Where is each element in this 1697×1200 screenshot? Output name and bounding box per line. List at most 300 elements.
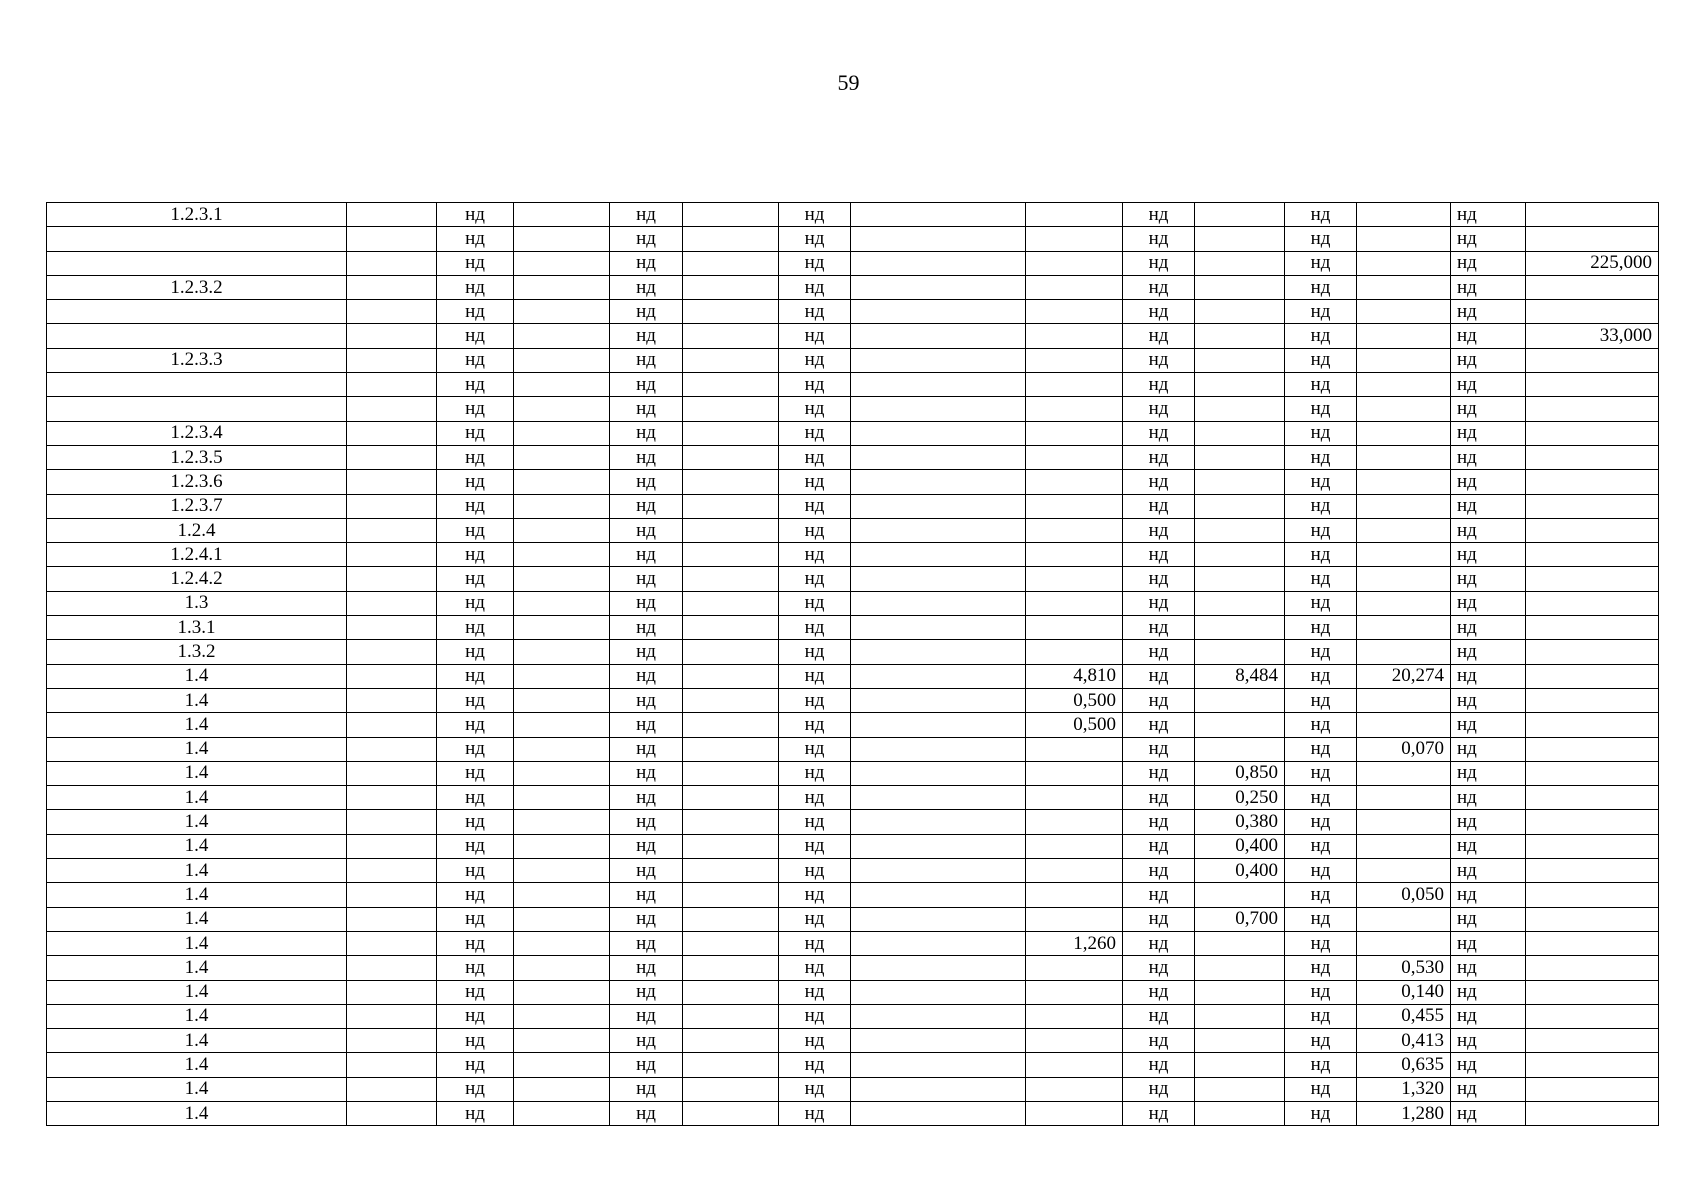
table-cell-c15 [1526, 664, 1659, 688]
table-cell-c15 [1526, 421, 1659, 445]
table-cell-c4 [514, 883, 610, 907]
table-cell-c5: нд [610, 445, 683, 469]
table-cell-c11 [1195, 470, 1285, 494]
table-cell-c4 [514, 445, 610, 469]
table-cell-c14: нд [1451, 761, 1526, 785]
table-cell-c11 [1195, 1053, 1285, 1077]
table-cell-c8 [851, 1004, 1026, 1028]
table-cell-c6 [683, 1029, 779, 1053]
table-cell-c8 [851, 373, 1026, 397]
table-cell-c7: нд [779, 324, 851, 348]
table-cell-c6 [683, 713, 779, 737]
table-row [47, 616, 1659, 640]
table-cell-c11 [1195, 737, 1285, 761]
table-cell-c13 [1357, 786, 1451, 810]
table-cell-c13 [1357, 834, 1451, 858]
table-cell-c5: нд [610, 1053, 683, 1077]
table-cell-c14: нд [1451, 227, 1526, 251]
table-cell-c10: нд [1123, 907, 1195, 931]
table-cell-c14: нд [1451, 1053, 1526, 1077]
table-cell-c12: нд [1285, 1029, 1357, 1053]
table-cell-c13: 20,274 [1357, 664, 1451, 688]
table-cell-c7: нд [779, 737, 851, 761]
table-cell-c7: нд [779, 1004, 851, 1028]
table-cell-c11 [1195, 1101, 1285, 1125]
table-cell-c13 [1357, 421, 1451, 445]
table-cell-code: 1.4 [47, 883, 347, 907]
table-cell-c7: нд [779, 810, 851, 834]
table-cell-c13: 0,050 [1357, 883, 1451, 907]
table-cell-code: 1.4 [47, 859, 347, 883]
table-cell-code: 1.3.1 [47, 616, 347, 640]
table-cell-c7: нд [779, 275, 851, 299]
table-cell-c15 [1526, 1004, 1659, 1028]
table-cell-c11 [1195, 203, 1285, 227]
table-cell-c10: нд [1123, 859, 1195, 883]
table-cell-c8 [851, 859, 1026, 883]
table-cell-c7: нд [779, 713, 851, 737]
table-cell-c5: нд [610, 494, 683, 518]
table-cell-c2 [347, 203, 437, 227]
table-cell-c2 [347, 761, 437, 785]
table-cell-c2 [347, 300, 437, 324]
table-cell-c3: нд [437, 980, 514, 1004]
table-cell-code: 1.4 [47, 1029, 347, 1053]
table-cell-c12: нд [1285, 275, 1357, 299]
table-cell-c6 [683, 348, 779, 372]
table-cell-c2 [347, 688, 437, 712]
table-cell-c5: нд [610, 518, 683, 542]
table-cell-c3: нд [437, 543, 514, 567]
table-cell-c4 [514, 275, 610, 299]
table-cell-c13 [1357, 275, 1451, 299]
table-cell-c2 [347, 397, 437, 421]
table-cell-c3: нд [437, 907, 514, 931]
table-cell-c3: нд [437, 786, 514, 810]
table-cell-c6 [683, 859, 779, 883]
table-cell-c3: нд [437, 445, 514, 469]
table-row [47, 810, 1659, 834]
table-cell-c14: нд [1451, 713, 1526, 737]
table-cell-c4 [514, 786, 610, 810]
table-cell-code [47, 324, 347, 348]
table-cell-c11 [1195, 324, 1285, 348]
table-cell-c3: нд [437, 227, 514, 251]
table-cell-c8 [851, 421, 1026, 445]
table-cell-c10: нд [1123, 786, 1195, 810]
table-cell-c11 [1195, 300, 1285, 324]
table-cell-code: 1.4 [47, 664, 347, 688]
table-cell-c10: нд [1123, 1029, 1195, 1053]
table-cell-c10: нд [1123, 688, 1195, 712]
table-cell-c5: нд [610, 397, 683, 421]
table-cell-c4 [514, 907, 610, 931]
table-cell-c5: нд [610, 883, 683, 907]
table-cell-c12: нд [1285, 300, 1357, 324]
table-cell-c7: нд [779, 1029, 851, 1053]
table-cell-c10: нд [1123, 251, 1195, 275]
table-cell-c12: нд [1285, 737, 1357, 761]
table-cell-c4 [514, 470, 610, 494]
table-cell-c10: нд [1123, 518, 1195, 542]
table-cell-c8 [851, 397, 1026, 421]
table-cell-c14: нд [1451, 470, 1526, 494]
table-row [47, 688, 1659, 712]
table-cell-c12: нд [1285, 543, 1357, 567]
table-cell-c10: нд [1123, 980, 1195, 1004]
table-cell-c11 [1195, 227, 1285, 251]
table-cell-c9 [1026, 907, 1123, 931]
table-cell-c11: 0,700 [1195, 907, 1285, 931]
table-row [47, 786, 1659, 810]
table-row [47, 1077, 1659, 1101]
table-cell-c8 [851, 688, 1026, 712]
table-cell-c3: нд [437, 859, 514, 883]
table-cell-c14: нд [1451, 786, 1526, 810]
table-cell-c10: нд [1123, 737, 1195, 761]
table-cell-code: 1.2.3.7 [47, 494, 347, 518]
table-cell-c2 [347, 470, 437, 494]
table-cell-c4 [514, 713, 610, 737]
table-cell-c15 [1526, 956, 1659, 980]
table-cell-c14: нд [1451, 664, 1526, 688]
table-cell-c8 [851, 810, 1026, 834]
table-cell-c9 [1026, 1053, 1123, 1077]
table-cell-c2 [347, 591, 437, 615]
table-cell-c4 [514, 1101, 610, 1125]
table-cell-c15 [1526, 203, 1659, 227]
table-cell-c15 [1526, 713, 1659, 737]
table-cell-c5: нд [610, 931, 683, 955]
table-cell-c4 [514, 761, 610, 785]
table-cell-c3: нд [437, 1077, 514, 1101]
table-cell-c5: нд [610, 1077, 683, 1101]
table-cell-c2 [347, 834, 437, 858]
table-cell-c12: нд [1285, 761, 1357, 785]
table-cell-c9 [1026, 616, 1123, 640]
table-row [47, 591, 1659, 615]
table-cell-c15 [1526, 227, 1659, 251]
table-cell-c13 [1357, 445, 1451, 469]
table-cell-c7: нд [779, 445, 851, 469]
table-cell-c7: нд [779, 786, 851, 810]
table-cell-c8 [851, 786, 1026, 810]
table-cell-c14: нд [1451, 907, 1526, 931]
table-cell-c13 [1357, 859, 1451, 883]
table-cell-c9: 4,810 [1026, 664, 1123, 688]
table-cell-c5: нд [610, 227, 683, 251]
table-cell-c13 [1357, 348, 1451, 372]
table-cell-c12: нд [1285, 786, 1357, 810]
table-cell-c10: нд [1123, 761, 1195, 785]
table-row [47, 931, 1659, 955]
table-cell-c12: нд [1285, 348, 1357, 372]
table-cell-c5: нд [610, 834, 683, 858]
table-cell-c11 [1195, 1077, 1285, 1101]
table-cell-c6 [683, 1101, 779, 1125]
table-cell-c6 [683, 737, 779, 761]
table-cell-c11 [1195, 883, 1285, 907]
table-cell-c3: нд [437, 397, 514, 421]
table-cell-c14: нд [1451, 883, 1526, 907]
table-row [47, 737, 1659, 761]
table-cell-c11 [1195, 421, 1285, 445]
table-cell-c12: нд [1285, 470, 1357, 494]
table-cell-c12: нд [1285, 445, 1357, 469]
table-cell-c6 [683, 956, 779, 980]
table-cell-c4 [514, 616, 610, 640]
table-row [47, 907, 1659, 931]
table-cell-c2 [347, 1101, 437, 1125]
table-cell-c5: нд [610, 251, 683, 275]
table-cell-c5: нд [610, 640, 683, 664]
table-cell-c8 [851, 203, 1026, 227]
table-cell-c14: нд [1451, 737, 1526, 761]
table-cell-c4 [514, 956, 610, 980]
table-cell-c11 [1195, 348, 1285, 372]
table-cell-c5: нд [610, 761, 683, 785]
table-cell-c7: нд [779, 1101, 851, 1125]
table-cell-c14: нд [1451, 1101, 1526, 1125]
table-cell-c15 [1526, 373, 1659, 397]
table-cell-c13 [1357, 931, 1451, 955]
table-cell-c5: нд [610, 373, 683, 397]
table-cell-c9 [1026, 470, 1123, 494]
table-cell-c8 [851, 591, 1026, 615]
table-cell-c14: нд [1451, 931, 1526, 955]
table-cell-c2 [347, 931, 437, 955]
table-cell-c3: нд [437, 567, 514, 591]
table-cell-c10: нд [1123, 421, 1195, 445]
table-cell-c10: нд [1123, 348, 1195, 372]
table-cell-c2 [347, 616, 437, 640]
table-row [47, 713, 1659, 737]
table-cell-c12: нд [1285, 421, 1357, 445]
table-cell-c2 [347, 883, 437, 907]
table-cell-c9 [1026, 494, 1123, 518]
table-cell-c7: нд [779, 543, 851, 567]
table-cell-c14: нд [1451, 1077, 1526, 1101]
table-cell-c3: нд [437, 275, 514, 299]
table-cell-c5: нд [610, 713, 683, 737]
table-cell-c12: нд [1285, 203, 1357, 227]
table-cell-c3: нд [437, 591, 514, 615]
table-cell-c14: нд [1451, 980, 1526, 1004]
table-cell-c14: нд [1451, 567, 1526, 591]
table-cell-c3: нд [437, 1101, 514, 1125]
table-cell-c2 [347, 907, 437, 931]
table-cell-c5: нд [610, 737, 683, 761]
table-cell-c9 [1026, 883, 1123, 907]
table-cell-c14: нд [1451, 251, 1526, 275]
table-cell-c15 [1526, 1029, 1659, 1053]
table-cell-code: 1.2.3.5 [47, 445, 347, 469]
table-cell-c2 [347, 543, 437, 567]
table-cell-c12: нд [1285, 907, 1357, 931]
table-cell-c14: нд [1451, 688, 1526, 712]
table-cell-c12: нд [1285, 664, 1357, 688]
table-cell-c6 [683, 1004, 779, 1028]
table-cell-code: 1.2.4.2 [47, 567, 347, 591]
table-cell-c9 [1026, 786, 1123, 810]
table-cell-c4 [514, 1029, 610, 1053]
table-cell-c3: нд [437, 713, 514, 737]
table-cell-code: 1.4 [47, 688, 347, 712]
table-cell-c8 [851, 1077, 1026, 1101]
table-cell-c2 [347, 1029, 437, 1053]
table-cell-c2 [347, 980, 437, 1004]
table-cell-c2 [347, 737, 437, 761]
table-cell-c15 [1526, 907, 1659, 931]
table-cell-c12: нд [1285, 616, 1357, 640]
table-cell-c6 [683, 591, 779, 615]
table-cell-c4 [514, 203, 610, 227]
table-cell-c2 [347, 348, 437, 372]
table-cell-c5: нд [610, 470, 683, 494]
table-cell-c9: 1,260 [1026, 931, 1123, 955]
table-cell-c8 [851, 227, 1026, 251]
table-cell-c4 [514, 397, 610, 421]
table-cell-c14: нд [1451, 397, 1526, 421]
table-cell-c7: нд [779, 688, 851, 712]
table-cell-c7: нд [779, 518, 851, 542]
table-cell-c15 [1526, 786, 1659, 810]
table-cell-c14: нд [1451, 640, 1526, 664]
table-cell-c12: нд [1285, 980, 1357, 1004]
table-cell-c10: нд [1123, 567, 1195, 591]
table-cell-code: 1.3 [47, 591, 347, 615]
table-cell-code: 1.3.2 [47, 640, 347, 664]
table-cell-c6 [683, 518, 779, 542]
table-cell-c8 [851, 470, 1026, 494]
table-cell-c13: 0,070 [1357, 737, 1451, 761]
table-cell-c7: нд [779, 421, 851, 445]
table-cell-c3: нд [437, 300, 514, 324]
table-cell-c11 [1195, 397, 1285, 421]
table-cell-c3: нд [437, 931, 514, 955]
table-cell-c2 [347, 251, 437, 275]
table-cell-c8 [851, 956, 1026, 980]
table-cell-c9 [1026, 227, 1123, 251]
table-row [47, 859, 1659, 883]
table-row [47, 761, 1659, 785]
table-cell-c7: нд [779, 640, 851, 664]
table-row [47, 956, 1659, 980]
table-cell-c8 [851, 616, 1026, 640]
table-cell-code: 1.2.3.3 [47, 348, 347, 372]
table-cell-c9 [1026, 421, 1123, 445]
table-cell-c5: нд [610, 1101, 683, 1125]
table-cell-c13: 0,530 [1357, 956, 1451, 980]
table-cell-c7: нд [779, 956, 851, 980]
table-cell-c2 [347, 640, 437, 664]
table-cell-c8 [851, 737, 1026, 761]
table-cell-c11: 0,380 [1195, 810, 1285, 834]
table-cell-c7: нд [779, 907, 851, 931]
table-cell-code: 1.4 [47, 907, 347, 931]
table-cell-c5: нд [610, 664, 683, 688]
table-cell-c15 [1526, 980, 1659, 1004]
table-cell-c13 [1357, 300, 1451, 324]
table-cell-c4 [514, 300, 610, 324]
table-cell-c5: нд [610, 300, 683, 324]
table-cell-c4 [514, 251, 610, 275]
table-cell-c2 [347, 373, 437, 397]
table-cell-c13 [1357, 713, 1451, 737]
table-cell-c15 [1526, 591, 1659, 615]
table-row [47, 1029, 1659, 1053]
table-row [47, 470, 1659, 494]
table-cell-c13 [1357, 203, 1451, 227]
table-cell-c15 [1526, 494, 1659, 518]
table-row [47, 421, 1659, 445]
table-cell-c13 [1357, 251, 1451, 275]
table-cell-code [47, 373, 347, 397]
table-cell-c6 [683, 227, 779, 251]
table-cell-c11: 0,850 [1195, 761, 1285, 785]
table-cell-c6 [683, 1053, 779, 1077]
table-cell-c14: нд [1451, 810, 1526, 834]
table-cell-c15 [1526, 931, 1659, 955]
table-cell-c8 [851, 567, 1026, 591]
table-cell-c5: нд [610, 203, 683, 227]
table-cell-c2 [347, 324, 437, 348]
table-cell-c15 [1526, 518, 1659, 542]
table-cell-c7: нд [779, 931, 851, 955]
table-cell-c3: нд [437, 883, 514, 907]
table-cell-c9 [1026, 300, 1123, 324]
table-cell-c12: нд [1285, 227, 1357, 251]
table-cell-c8 [851, 494, 1026, 518]
table-cell-code: 1.4 [47, 1004, 347, 1028]
table-cell-c5: нд [610, 1029, 683, 1053]
table-cell-c8 [851, 1053, 1026, 1077]
table-cell-c11: 0,400 [1195, 859, 1285, 883]
table-cell-c4 [514, 543, 610, 567]
table-cell-c12: нд [1285, 1077, 1357, 1101]
table-cell-c6 [683, 980, 779, 1004]
table-cell-c8 [851, 834, 1026, 858]
table-cell-c3: нд [437, 956, 514, 980]
table-cell-c10: нд [1123, 275, 1195, 299]
table-cell-c6 [683, 203, 779, 227]
table-cell-c6 [683, 324, 779, 348]
table-cell-c6 [683, 494, 779, 518]
table-cell-c13: 1,280 [1357, 1101, 1451, 1125]
table-cell-c10: нд [1123, 1101, 1195, 1125]
table-cell-c11 [1195, 640, 1285, 664]
table-cell-c8 [851, 348, 1026, 372]
table-row [47, 300, 1659, 324]
table-cell-c11 [1195, 494, 1285, 518]
table-cell-code: 1.2.3.1 [47, 203, 347, 227]
table-cell-c10: нд [1123, 397, 1195, 421]
table-cell-c5: нд [610, 810, 683, 834]
table-cell-c6 [683, 640, 779, 664]
table-cell-c3: нд [437, 470, 514, 494]
table-cell-c2 [347, 494, 437, 518]
table-cell-c9: 0,500 [1026, 713, 1123, 737]
table-cell-c12: нд [1285, 1101, 1357, 1125]
table-cell-c13 [1357, 470, 1451, 494]
table-cell-c13 [1357, 373, 1451, 397]
table-cell-c13 [1357, 688, 1451, 712]
table-cell-c4 [514, 348, 610, 372]
table-cell-c13 [1357, 397, 1451, 421]
table-cell-c6 [683, 470, 779, 494]
table-row [47, 324, 1659, 348]
table-cell-c15 [1526, 275, 1659, 299]
